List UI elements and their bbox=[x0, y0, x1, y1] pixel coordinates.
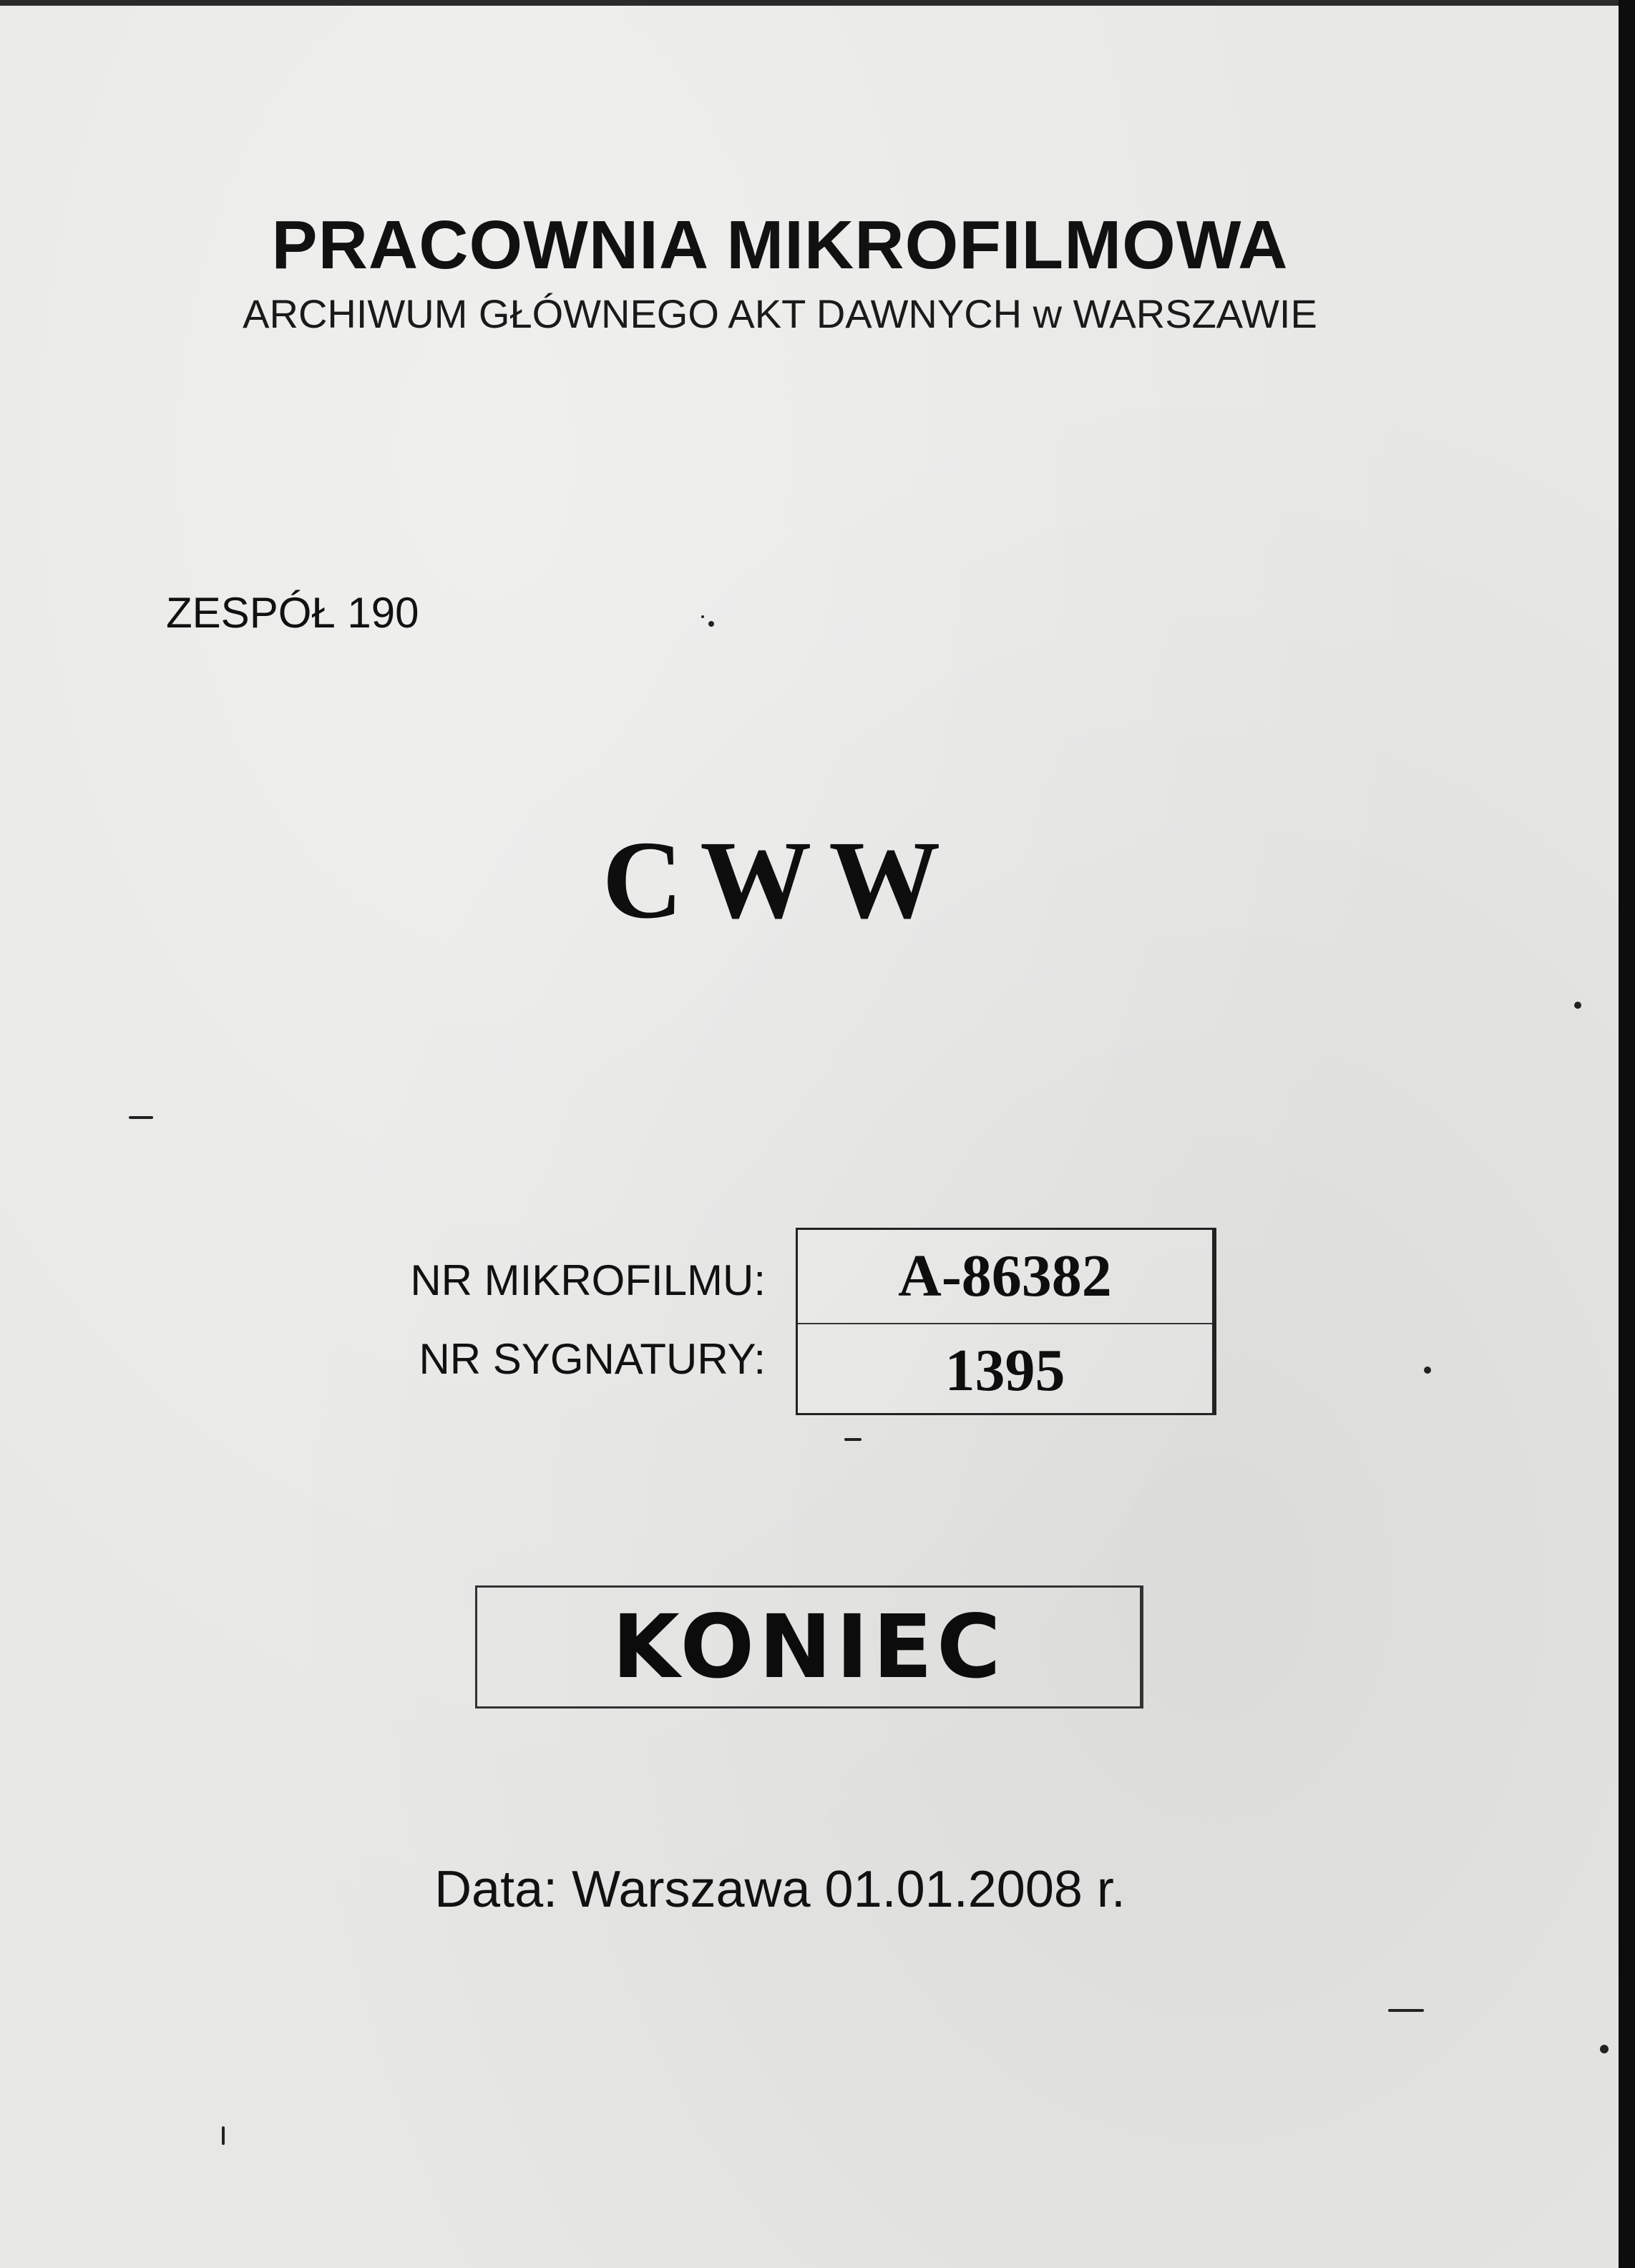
scan-speck bbox=[1574, 1002, 1581, 1009]
scan-speck bbox=[222, 2126, 225, 2145]
scan-top-edge bbox=[0, 0, 1619, 6]
microfilm-number-value: A-86382 bbox=[798, 1230, 1212, 1324]
signature-number-value: 1395 bbox=[945, 1337, 1065, 1404]
signature-number-label: NR SYGNATURY: bbox=[419, 1335, 766, 1383]
scan-speck bbox=[1388, 2009, 1424, 2012]
scan-speck bbox=[708, 621, 714, 627]
header-subtitle: ARCHIWUM GŁÓWNEGO AKT DAWNYCH w WARSZAWIE bbox=[243, 291, 1317, 336]
scan-speck bbox=[1424, 1367, 1431, 1374]
meta-values-box bbox=[796, 1228, 1216, 1415]
end-marker: KONIEC bbox=[475, 1585, 1143, 1709]
scan-speck bbox=[844, 1438, 862, 1441]
meta-labels bbox=[301, 1248, 766, 1406]
scan-speck bbox=[1600, 2045, 1609, 2053]
zespol-number: ZESPÓŁ 190 bbox=[166, 589, 419, 637]
scan-right-edge bbox=[1619, 0, 1635, 2268]
collection-code: CWW bbox=[602, 818, 958, 942]
date-line: Data: Warszawa 01.01.2008 r. bbox=[434, 1861, 1126, 1918]
header-title: PRACOWNIA MIKROFILMOWA bbox=[271, 207, 1289, 283]
scan-speck bbox=[129, 1116, 153, 1119]
microfilm-number-label: NR MIKROFILMU: bbox=[410, 1256, 766, 1304]
scan-speck bbox=[701, 615, 704, 618]
